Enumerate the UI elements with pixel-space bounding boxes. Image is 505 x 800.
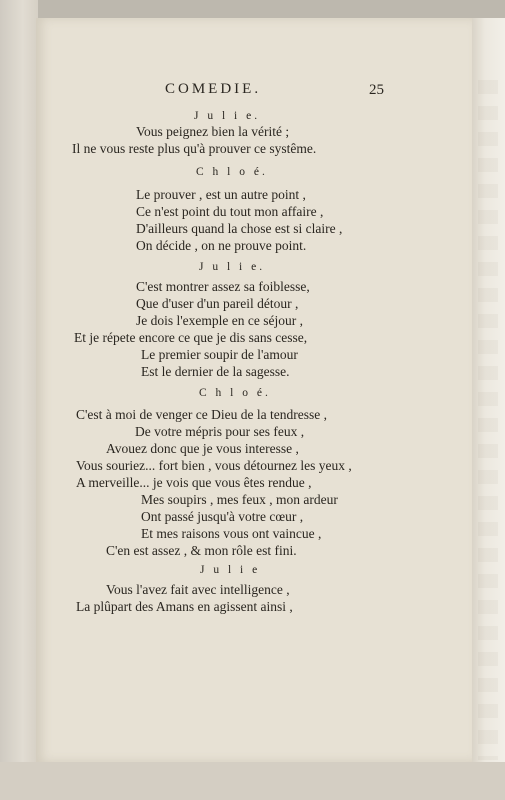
verse-line: Ont passé jusqu'à votre cœur , — [141, 509, 304, 524]
verse-line: Est le dernier de la sagesse. — [141, 364, 290, 379]
page-number: 25 — [369, 82, 384, 98]
show-through-text — [478, 80, 498, 760]
verse-line: La plûpart des Amans en agissent ainsi , — [76, 599, 293, 614]
verse-line: Et mes raisons vous ont vaincue , — [141, 526, 322, 541]
running-title: COMEDIE. — [165, 81, 262, 97]
verse-line: Vous souriez... fort bien , vous détournez les yeux , — [76, 458, 352, 473]
verse-line: Ce n'est point du tout mon affaire , — [136, 204, 324, 219]
verse-line: Et je répete encore ce que je dis sans cesse, — [74, 330, 308, 345]
verse-line: Vous l'avez fait avec intelligence , — [106, 582, 290, 597]
verse-line: C'en est assez , & mon rôle est fini. — [106, 543, 297, 558]
verse-line: Le premier soupir de l'amour — [141, 347, 298, 362]
verse-line: Vous peignez bien la vérité ; — [136, 124, 290, 139]
verse-line: On décide , on ne prouve point. — [136, 238, 307, 253]
verse-line: Que d'user d'un pareil détour , — [136, 296, 299, 311]
left-facing-page-edge — [0, 0, 38, 800]
speaker-julie: J u l i e. — [194, 110, 261, 122]
verse-line: Il ne vous reste plus qu'à prouver ce systême. — [72, 141, 317, 156]
verse-line: Le prouver , est un autre point , — [136, 187, 306, 202]
bottom-background — [0, 762, 505, 800]
verse-line: A merveille... je vois que vous êtes rendue , — [76, 475, 312, 490]
speaker-chloe: C h l o é. — [196, 166, 268, 178]
speaker-julie: J u l i e. — [199, 261, 266, 273]
verse-line: Mes soupirs , mes feux , mon ardeur — [141, 492, 338, 507]
verse-line: D'ailleurs quand la chose est si claire , — [136, 221, 343, 236]
verse-line: De votre mépris pour ses feux , — [135, 424, 305, 439]
verse-line: Je dois l'exemple en ce séjour , — [136, 313, 304, 328]
verse-line: C'est montrer assez sa foiblesse, — [136, 279, 310, 294]
speaker-julie: J u l i e — [200, 564, 261, 576]
verse-line: Avouez donc que je vous interesse , — [106, 441, 299, 456]
speaker-chloe: C h l o é. — [199, 387, 271, 399]
verse-line: C'est à moi de venger ce Dieu de la tendresse , — [76, 407, 327, 422]
